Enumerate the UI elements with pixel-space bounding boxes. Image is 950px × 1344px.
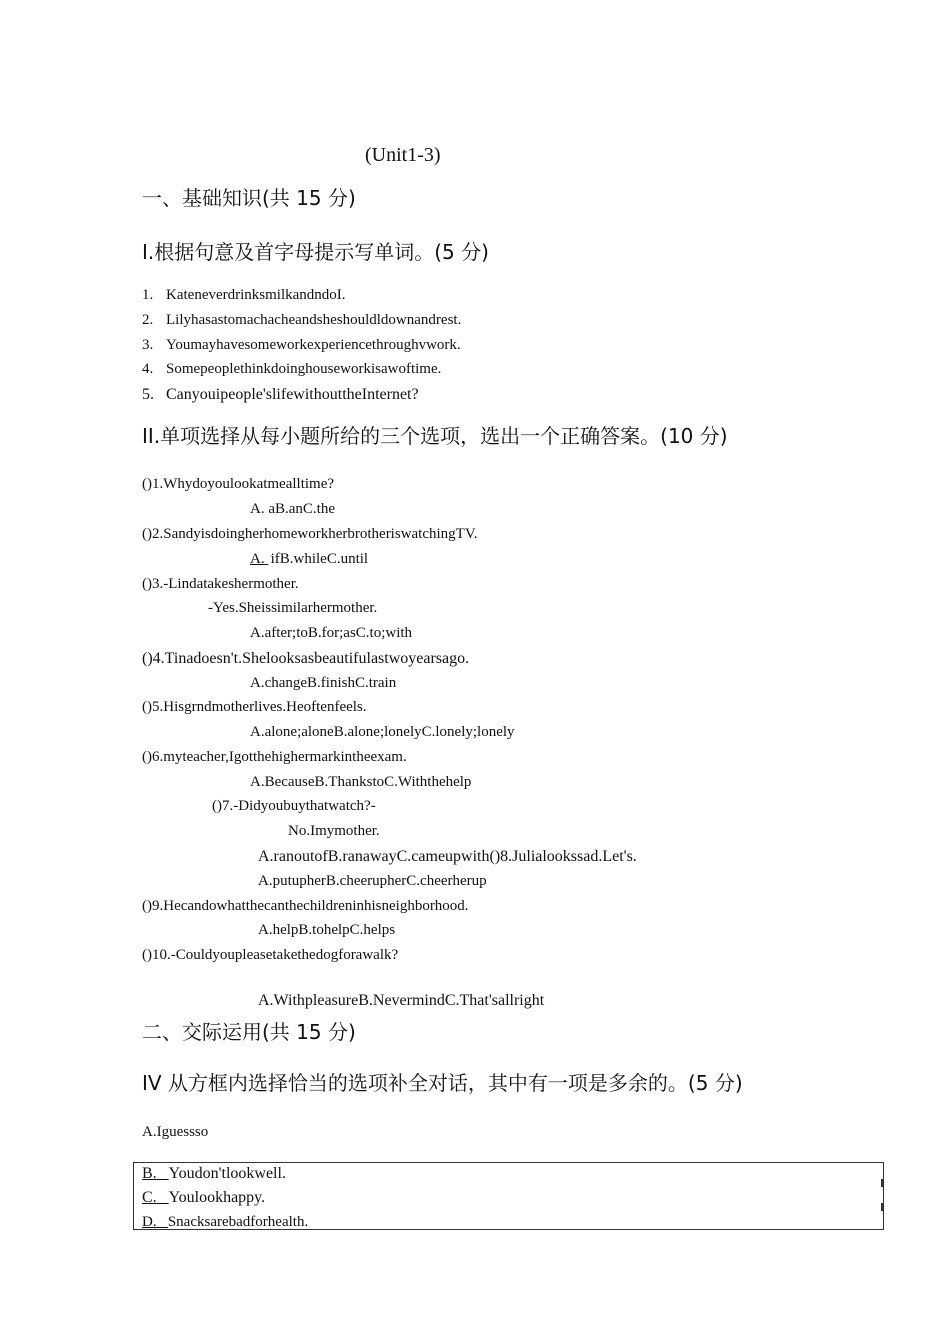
question-7: ()7.-Didyoubuythatwatch?-: [212, 798, 376, 814]
question-7-reply: No.Imymother.: [288, 823, 380, 839]
box-option-d: [142, 1215, 308, 1230]
question-3: ()3.-Lindatakeshermother.: [142, 576, 299, 592]
list-item: [142, 338, 461, 353]
list-item: [142, 288, 346, 303]
item-text: Lilyhasastomachacheandsheshouldldownandrest.: [166, 312, 462, 328]
question-6-options: A.BecauseB.ThankstoC.Withthehelp: [250, 774, 472, 790]
option-text: Youdon'tlookwell.: [168, 1165, 286, 1182]
list-item: [142, 313, 461, 328]
option-blank: [157, 1165, 169, 1182]
option-blank: [157, 1214, 168, 1230]
option-text: Snacksarebadforhealth.: [167, 1214, 309, 1230]
option-text: Youlookhappy.: [168, 1189, 266, 1206]
part2-heading: II.单项选择从每小题所给的三个选项，选出一个正确答案。(10 分): [142, 424, 728, 448]
item-number: 4.: [142, 361, 154, 377]
item-number: 1.: [142, 287, 154, 303]
question-3-options: A.after;toB.for;asC.to;with: [250, 625, 413, 641]
item-number: 5.: [142, 386, 154, 403]
question-5-options: A.alone;aloneB.alone;lonelyC.lonely;lonely: [250, 724, 515, 740]
option-rest: ifB.whileC.until: [270, 551, 369, 567]
part1-heading: I.根据句意及首字母提示写单词。(5 分): [142, 240, 489, 264]
item-text: Somepeoplethinkdoinghouseworkisawoftime.: [166, 361, 442, 377]
question-3-reply: -Yes.Sheissimilarhermother.: [208, 600, 378, 616]
box-edge-mark: [881, 1179, 883, 1187]
option-label: C.: [142, 1189, 157, 1206]
question-2-options: [250, 552, 368, 567]
item-text: KateneverdrinksmilkandndoI.: [166, 287, 346, 303]
question-2: ()2.SandyisdoingherhomeworkherbrotheriswatchingTV.: [142, 526, 478, 542]
item-text: Canyouipeople'slifewithouttheInternet?: [166, 386, 419, 403]
option-label: D.: [142, 1214, 157, 1230]
question-9-options: A.helpB.tohelpC.helps: [258, 922, 396, 938]
box-option-b: [142, 1166, 286, 1182]
question-7-options-question-8: A.ranoutofB.ranawayC.cameupwith()8.Julialookssad.Let's.: [258, 848, 637, 865]
list-item: [142, 362, 441, 377]
option-blank: [157, 1189, 169, 1206]
question-8-options: A.putupherB.cheerupherC.cheerherup: [258, 873, 487, 889]
part4-heading: IV 从方框内选择恰当的选项补全对话，其中有一项是多余的。(5 分): [142, 1071, 743, 1095]
list-item: [142, 387, 419, 403]
item-text: Youmayhavesomeworkexperiencethroughvwork.: [166, 337, 461, 353]
box-option-c: [142, 1190, 265, 1206]
question-1: ()1.Whydoyoulookatmealltime?: [142, 476, 335, 492]
question-10: ()10.-Couldyoupleasetakethedogforawalk?: [142, 947, 399, 963]
question-9: ()9.Hecandowhatthecanthechildreninhisneighborhood.: [142, 898, 469, 914]
question-4-options: A.changeB.finishC.train: [250, 675, 397, 691]
option-label: B.: [142, 1165, 157, 1182]
option-a: A.Iguessso: [142, 1124, 209, 1140]
question-1-options: A. aB.anC.the: [250, 501, 335, 517]
section2-heading: 二、交际运用(共 15 分): [142, 1020, 356, 1044]
page-title: (Unit1-3): [365, 144, 441, 166]
item-number: 2.: [142, 312, 154, 328]
question-10-options: A.WithpleasureB.NevermindC.That'sallright: [258, 992, 545, 1009]
question-6: ()6.myteacher,Igotthehighermarkintheexam.: [142, 749, 407, 765]
item-number: 3.: [142, 337, 154, 353]
option-a-label: A.: [250, 551, 265, 567]
section1-heading: 一、基础知识(共 15 分): [142, 186, 356, 210]
question-4: ()4.Tinadoesn't.Shelooksasbeautifulastwoyearsago.: [142, 650, 470, 667]
box-edge-mark: [881, 1203, 883, 1211]
question-5: ()5.Hisgrndmotherlives.Heoftenfeels.: [142, 699, 367, 715]
